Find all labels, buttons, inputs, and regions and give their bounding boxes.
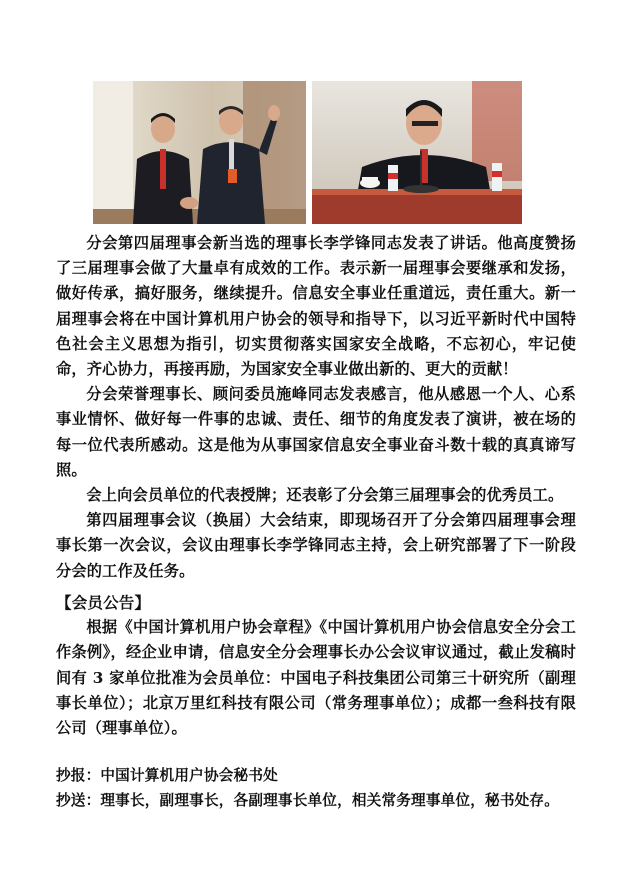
paragraph: 分会第四届理事会新当选的理事长李学锋同志发表了讲话。他高度赞扬了三届理事会做了大量卓有成效的工作。表示新一届理事会要继承和发扬，做好传承，搞好服务，继续提升。信息安全事业任重道远，责任重大。新一届理事会将在中国计算机用户协会的领导和指导下，以习近平新时代中国特色社会主义思想为指引，切实贯彻落实国家安全战略，不忘初心，牢记使命，齐心协力，再接再励，为国家安全事业做出新的、更大的贡献！ <box>56 234 576 379</box>
speech-photo <box>312 81 522 224</box>
report-to-line: 抄报：中国计算机用户协会秘书处 <box>56 767 278 784</box>
handshake-photo <box>93 81 306 224</box>
section-heading: 【会员公告】 <box>56 593 151 612</box>
paragraph: 分会荣誉理事长、顾问委员施峰同志发表感言，他从感恩一个人、心系事业情怀、做好每一件事的忠诚、责任、细节的角度发表了演讲，被在场的每一位代表所感动。这是他为从事国家信息安全事业奋斗数十载的真真谛写照。 <box>56 385 576 479</box>
paragraph: 会上向会员单位的代表授牌；还表彰了分会第三届理事会的优秀员工。 <box>86 486 564 505</box>
copy-to-line: 抄送：理事长，副理事长，各副理事长单位，相关常务理事单位，秘书处存。 <box>56 792 559 809</box>
distribution-footer <box>56 763 576 813</box>
body-text <box>56 231 576 584</box>
paragraph: 根据《中国计算机用户协会章程》《中国计算机用户协会信息安全分会工作条例》，经企业申请，信息安全分会理事长办公会议审议通过，截止发稿时间有 3 家单位批准为会员单位：中国电子科技集团公司第三十研究所（副理事长单位）；北京万里红科技有限公司（常务理事单位）；成都一叁科技有限公司（理事单位）。 <box>56 618 576 738</box>
member-notice <box>56 590 576 741</box>
paragraph: 第四届理事会议（换届）大会结束，即现场召开了分会第四届理事会理事长第一次会议，会议由理事长李学锋同志主持，会上研究部署了下一阶段分会的工作及任务。 <box>56 511 576 580</box>
